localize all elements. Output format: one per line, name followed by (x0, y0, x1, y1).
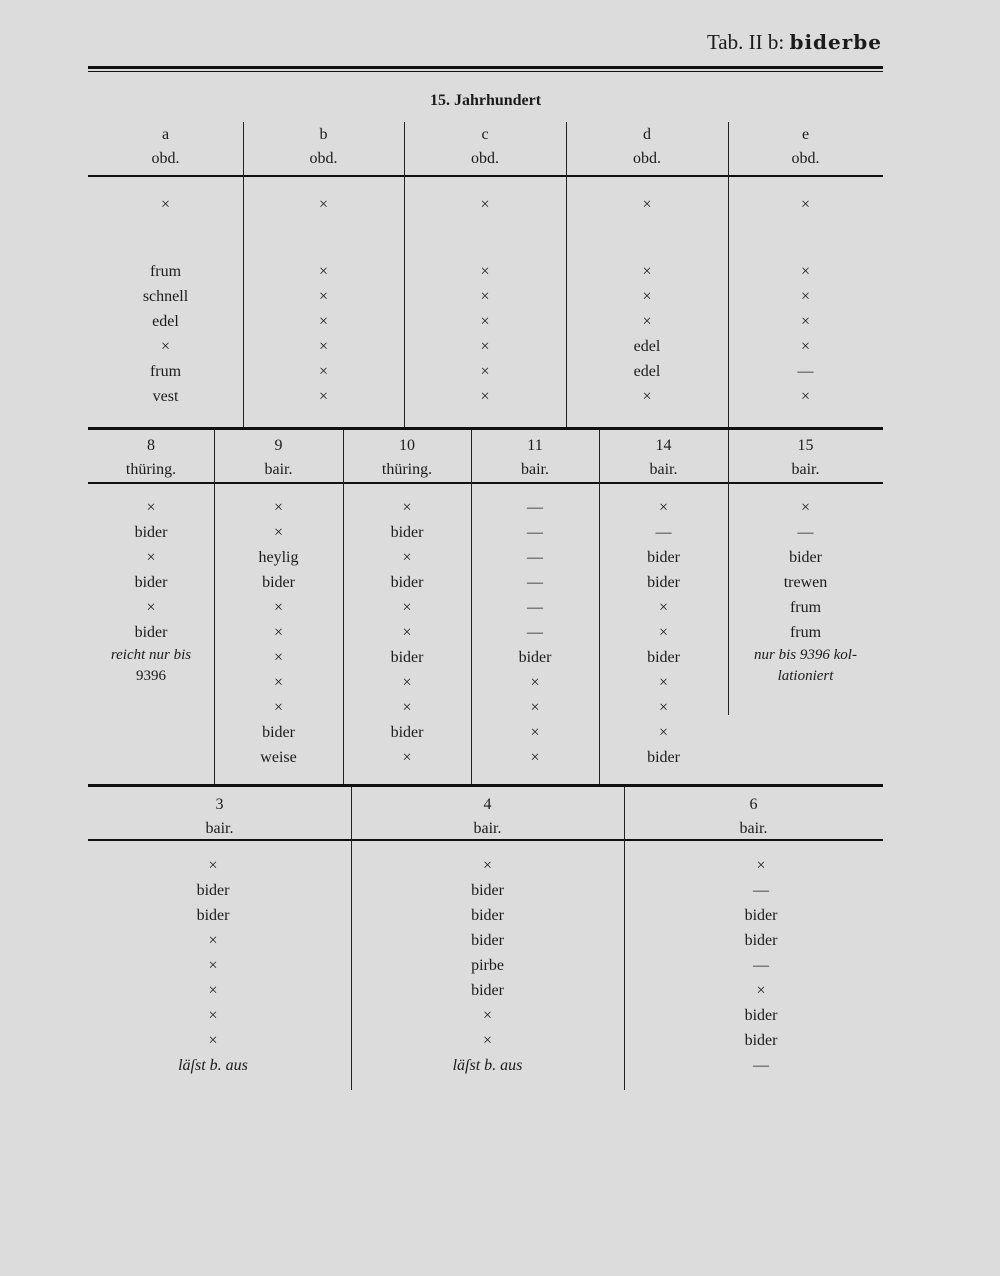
table-cell: × (208, 1032, 218, 1049)
dialect-label: thüring. (381, 461, 433, 478)
table-cell: — (527, 499, 543, 516)
table-cell (728, 242, 883, 259)
table-cell: bider (196, 907, 230, 924)
table-cell: × (642, 263, 652, 280)
top-rule-thick (88, 66, 883, 69)
table-title: biderbe (789, 30, 882, 54)
table-cell: × (480, 388, 490, 405)
table-cell: × (318, 313, 329, 330)
table-cell: × (800, 388, 811, 405)
table-cell: bider (471, 882, 504, 899)
table-cell: — (753, 882, 769, 899)
collation-note: läſst b. aus (452, 1057, 523, 1074)
table-cell: × (273, 624, 284, 641)
table-cell: × (402, 549, 412, 566)
table-cell (566, 217, 728, 242)
column-header-d (566, 123, 728, 171)
collation-note: läſst b. aus (178, 1057, 248, 1074)
column-cells-4 (351, 853, 624, 1078)
column-cells-11 (471, 495, 599, 770)
column-header-3 (88, 793, 351, 841)
column-cells-10 (343, 495, 471, 770)
section2-header-rule (88, 482, 883, 484)
table-number: Tab. II b: (706, 30, 790, 54)
table-cell: — (527, 599, 543, 616)
table-cell: × (480, 313, 490, 330)
collation-note (88, 645, 214, 687)
table-cell: — (797, 363, 814, 380)
manuscript-id: 4 (483, 796, 492, 813)
table-cell: × (756, 857, 766, 874)
table-cell: × (318, 196, 329, 213)
column-header-15 (728, 434, 883, 482)
table-cell: × (800, 196, 811, 213)
table-cell: × (658, 724, 669, 741)
table-cell: edel (152, 313, 179, 330)
column-header-a (88, 123, 243, 171)
dialect-label: obd. (151, 150, 180, 167)
column-cells-9 (214, 495, 343, 770)
table-cell: bider (744, 1032, 778, 1049)
table-cell: × (273, 649, 284, 666)
manuscript-id: c (481, 126, 489, 143)
table-cell: — (527, 549, 543, 566)
table-cell: × (482, 857, 493, 874)
column-header-b (243, 123, 404, 171)
table-cell: weise (260, 749, 297, 766)
column-header-e (728, 123, 883, 171)
table-cell: × (642, 196, 652, 213)
table-cell: × (208, 857, 218, 874)
column-header-4 (351, 793, 624, 841)
table-cell: bider (471, 932, 504, 949)
table-cell: bider (262, 574, 295, 591)
period-heading: 15. Jahrhundert (429, 92, 542, 109)
manuscript-id: 9 (274, 437, 283, 454)
manuscript-id: d (643, 126, 651, 143)
note-line: 9396 (136, 668, 166, 684)
table-cell: bider (471, 907, 504, 924)
column-cells-d (566, 192, 728, 409)
table-cell: × (530, 674, 540, 691)
table-cell: × (658, 599, 669, 616)
table-cell: × (642, 288, 652, 305)
table-cell: × (273, 699, 284, 716)
column-header-8 (88, 434, 214, 482)
table-cell: × (658, 624, 669, 641)
column-cells-3 (88, 853, 338, 1078)
dialect-label: bair. (473, 820, 502, 837)
table-cell: × (160, 338, 171, 355)
table-cell: bider (134, 624, 168, 641)
table-cell (243, 242, 404, 259)
table-cell: vest (152, 388, 179, 405)
table-cell: bider (647, 549, 680, 566)
table-cell: × (146, 549, 156, 566)
manuscript-id: 11 (527, 437, 543, 454)
page-header (0, 30, 882, 55)
table-cell: frum (789, 624, 822, 641)
manuscript-id: 15 (797, 437, 814, 454)
manuscript-id: 8 (147, 437, 155, 454)
table-cell: bider (471, 982, 504, 999)
table-cell: × (402, 499, 412, 516)
table-cell: bider (390, 724, 424, 741)
table-cell: frum (149, 363, 182, 380)
table-cell: × (658, 674, 669, 691)
table-cell: × (480, 288, 490, 305)
table-cell: pirbe (471, 957, 504, 974)
table-cell: × (800, 288, 811, 305)
table-cell: frum (149, 263, 182, 280)
table-cell (566, 242, 728, 259)
dialect-label: obd. (791, 150, 820, 167)
table-cell: × (756, 982, 766, 999)
dialect-label: bair. (739, 820, 768, 837)
column-cells-b (243, 192, 404, 409)
column-cells-8 (88, 495, 214, 687)
table-cell: heylig (258, 549, 299, 566)
column-cells-14 (599, 495, 728, 770)
section1-header-rule (88, 175, 883, 177)
table-cell: bider (262, 724, 295, 741)
table-cell: × (658, 699, 669, 716)
note-line: reicht nur bis (110, 647, 192, 663)
table-cell: × (146, 499, 156, 516)
table-cell: × (318, 338, 329, 355)
manuscript-id: 10 (399, 437, 415, 454)
table-cell: × (402, 674, 412, 691)
section1-bottom-rule (88, 427, 883, 430)
table-cell (404, 217, 566, 242)
table-cell: × (480, 196, 490, 213)
table-cell: × (318, 288, 329, 305)
table-cell: × (160, 196, 171, 213)
table-cell (404, 242, 566, 259)
table-cell: — (655, 524, 672, 541)
table-cell: × (318, 263, 329, 280)
table-cell: bider (134, 574, 168, 591)
table-cell: × (530, 724, 540, 741)
dialect-label: thüring. (125, 461, 177, 478)
table-cell (243, 217, 404, 242)
table-cell: trewen (783, 574, 828, 591)
table-cell: bider (744, 1007, 778, 1024)
table-cell: — (527, 574, 543, 591)
table-cell: × (642, 313, 652, 330)
dialect-label: obd. (633, 150, 661, 167)
table-cell: × (530, 749, 540, 766)
table-cell: bider (390, 649, 424, 666)
table-cell: edel (633, 338, 661, 355)
top-rule-thin (88, 71, 883, 72)
table-cell: schnell (142, 288, 189, 305)
collation-note (728, 645, 883, 687)
manuscript-id: 6 (749, 796, 758, 813)
column-header-6 (624, 793, 883, 841)
table-cell: × (480, 263, 490, 280)
table-cell: × (482, 1007, 493, 1024)
dialect-label: bair. (264, 461, 293, 478)
table-cell: × (273, 674, 284, 691)
dialect-label: bair. (205, 820, 234, 837)
column-header-c (404, 123, 566, 171)
table-cell: × (482, 1032, 493, 1049)
table-cell: × (530, 699, 540, 716)
table-cell: × (273, 499, 284, 516)
table-cell: bider (196, 882, 230, 899)
table-cell: bider (518, 649, 552, 666)
table-cell: × (402, 599, 412, 616)
table-cell: × (208, 982, 218, 999)
note-line: nur bis 9396 kol- (754, 647, 857, 663)
table-cell: bider (134, 524, 168, 541)
table-cell: × (208, 932, 218, 949)
table-cell: × (642, 388, 652, 405)
column-header-9 (214, 434, 343, 482)
column-cells-a (88, 192, 243, 409)
table-cell: frum (789, 599, 822, 616)
table-cell: × (800, 338, 811, 355)
dialect-label: obd. (471, 150, 499, 167)
table-cell: × (800, 499, 811, 516)
table-cell: edel (633, 363, 661, 380)
table-cell: × (402, 699, 412, 716)
table-cell: — (753, 1057, 769, 1074)
dialect-label: bair. (649, 461, 678, 478)
column-cells-15 (728, 495, 883, 687)
table-cell: × (800, 313, 811, 330)
table-cell: × (658, 499, 669, 516)
table-cell: bider (744, 907, 778, 924)
manuscript-id: 14 (655, 437, 672, 454)
table-cell: — (797, 524, 814, 541)
table-cell: bider (390, 524, 424, 541)
table-cell: × (208, 1007, 218, 1024)
table-cell: × (318, 388, 329, 405)
note-line: lationiert (777, 668, 834, 684)
section2-bottom-rule (88, 784, 883, 787)
table-cell: — (527, 624, 543, 641)
dialect-label: obd. (309, 150, 338, 167)
column-header-10 (343, 434, 471, 482)
table-cell: × (208, 957, 218, 974)
table-cell: × (273, 599, 284, 616)
table-cell: × (402, 749, 412, 766)
table-cell (728, 217, 883, 242)
table-cell: bider (647, 574, 680, 591)
table-cell (88, 217, 243, 242)
column-cells-c (404, 192, 566, 409)
table-cell: × (402, 624, 412, 641)
table-cell: × (146, 599, 156, 616)
table-cell: × (800, 263, 811, 280)
column-cells-e (728, 192, 883, 409)
table-cell: — (527, 524, 543, 541)
manuscript-id: 3 (215, 796, 224, 813)
table-cell: × (480, 363, 490, 380)
manuscript-id: b (319, 126, 328, 143)
manuscript-id: e (801, 126, 810, 143)
table-cell (88, 242, 243, 259)
manuscript-id: a (161, 126, 170, 143)
column-header-11 (471, 434, 599, 482)
table-cell: bider (744, 932, 778, 949)
table-cell: bider (647, 649, 680, 666)
table-cell: × (480, 338, 490, 355)
dialect-label: bair. (521, 461, 549, 478)
table-cell: — (753, 957, 769, 974)
column-header-14 (599, 434, 728, 482)
table-cell: × (273, 524, 284, 541)
table-cell: bider (789, 549, 822, 566)
column-cells-6 (624, 853, 898, 1078)
table-cell: × (318, 363, 329, 380)
table-cell: bider (647, 749, 680, 766)
table-cell: bider (390, 574, 424, 591)
dialect-label: bair. (791, 461, 820, 478)
